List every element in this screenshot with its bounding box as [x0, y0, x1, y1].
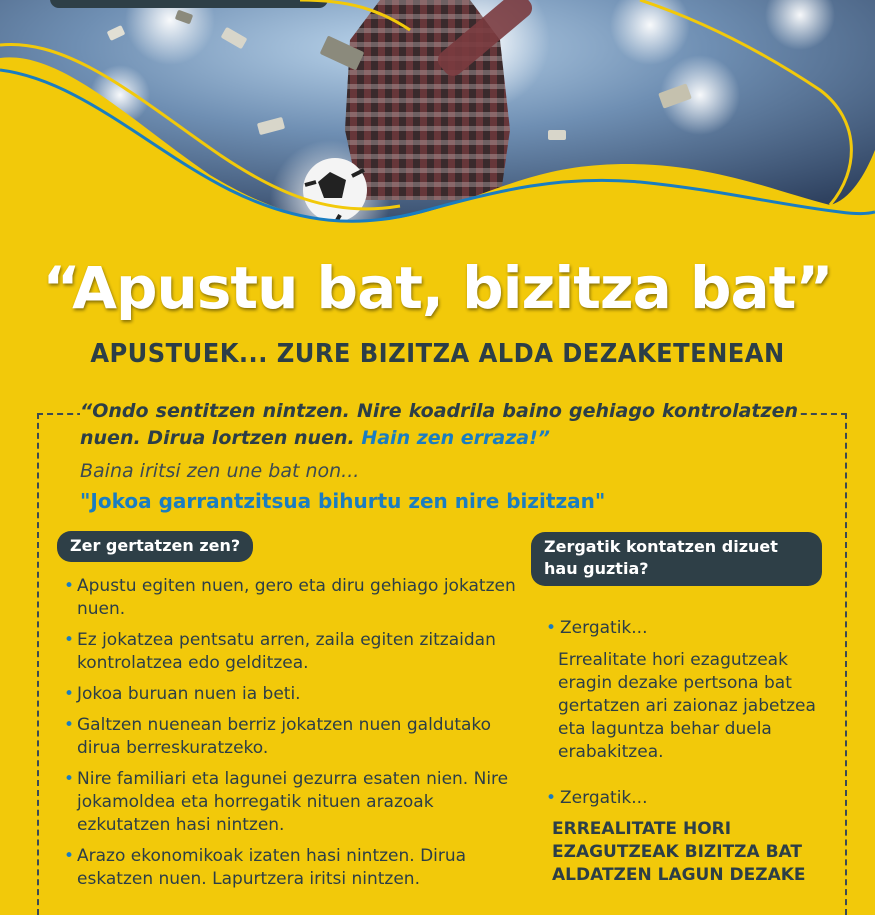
list-item-text: Ez jokatzea pentsatu arren, zaila egiten zitzaidan kontrolatzea edo gelditzea.	[77, 630, 496, 673]
list-item-text: Jokoa buruan nuen ia beti.	[77, 684, 301, 704]
bullet-icon: •	[64, 715, 75, 735]
right-bullet-1	[546, 617, 647, 640]
right-bullet-1-text: Errealitate hori ezagutzeak eragin dezake pertsona bat gertatzen ari zaionaz jabetzea eta laguntza behar duela erabakitzea.	[558, 650, 816, 762]
right-bullet-1-label: Zergatik...	[560, 618, 648, 638]
list-item	[60, 683, 530, 706]
testimonial-quote	[80, 396, 798, 454]
bullet-icon: •	[64, 846, 75, 866]
list-item-text: Nire familiari eta lagunei gezurra esaten nien. Nire jokamoldea eta horregatik nituen arazoak ezkutatzen hasi nintzen.	[77, 769, 509, 835]
list-item	[60, 768, 530, 837]
left-bullet-list	[60, 575, 530, 899]
right-bullet-2-label: Zergatik...	[560, 788, 648, 808]
list-item	[60, 714, 530, 760]
list-item	[60, 575, 530, 621]
highlight-line: "Jokoa garrantzitsua bihurtu zen nire bizitzan"	[80, 489, 606, 513]
list-item-text: Arazo ekonomikoak izaten hasi nintzen. Dirua eskatzen nuen. Lapurtzera iritsi nintzen.	[77, 846, 467, 889]
bullet-icon: •	[64, 576, 75, 596]
page-title: “Apustu bat, bizitza bat”	[42, 254, 833, 322]
right-bullet-2	[546, 787, 647, 810]
right-section-heading: Zergatik kontatzen dizuet hau guztia?	[531, 532, 822, 586]
bullet-icon: •	[64, 630, 75, 650]
bullet-icon: •	[546, 618, 557, 638]
bullet-icon: •	[546, 788, 557, 808]
intro-text: Baina iritsi zen une bat non...	[80, 460, 360, 482]
quote-text: “Ondo sentitzen nintzen. Nire koadrila baino gehiago kontrolatzen nuen. Dirua lortzen nuen.	[80, 400, 798, 449]
hero-photo	[0, 0, 875, 240]
right-bullet-2-text: ERREALITATE HORI EZAGUTZEAK BIZITZA BAT ALDATZEN LAGUN DEZAKE	[552, 819, 806, 885]
page-subtitle: APUSTUEK... ZURE BIZITZA ALDA DEZAKETENEAN	[90, 339, 785, 369]
bullet-icon: •	[64, 769, 75, 789]
list-item	[60, 629, 530, 675]
bullet-icon: •	[64, 684, 75, 704]
hero-photo-illustration	[0, 0, 875, 240]
quote-highlight: Hain zen erraza!”	[361, 427, 551, 449]
list-item-text: Apustu egiten nuen, gero eta diru gehiago jokatzen nuen.	[77, 576, 516, 619]
left-section-heading: Zer gertatzen zen?	[57, 531, 253, 562]
list-item	[60, 845, 530, 891]
list-item-text: Galtzen nuenean berriz jokatzen nuen galdutako dirua berreskuratzeko.	[77, 715, 492, 758]
